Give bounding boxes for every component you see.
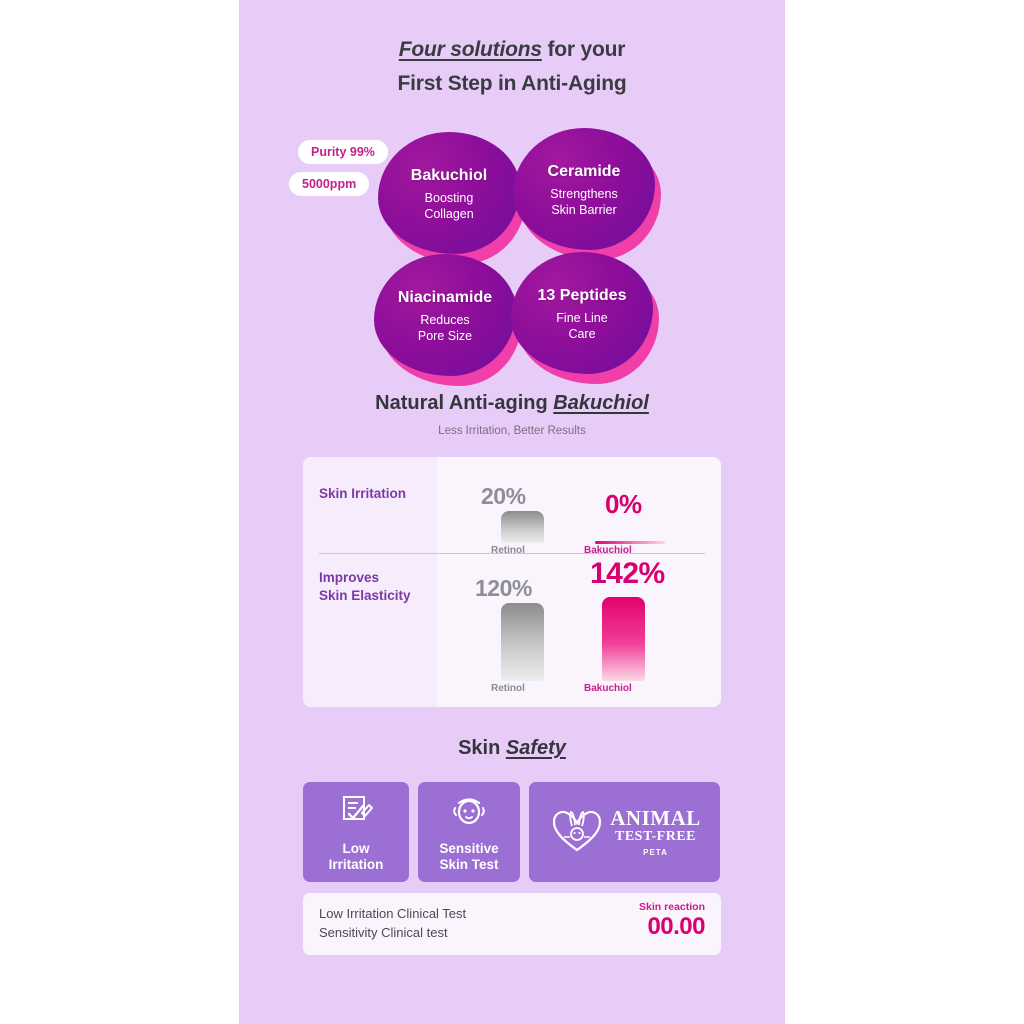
blob-desc-line1: Reduces — [420, 313, 470, 327]
blob-desc-line1: Strengthens — [550, 187, 618, 201]
peta-line1: ANIMAL — [610, 806, 701, 830]
solution-blob-ceramide — [513, 128, 655, 253]
blob-text — [411, 167, 487, 222]
blob-desc-line2: Pore Size — [417, 329, 473, 343]
face-test-icon — [447, 793, 491, 836]
blob-text — [548, 163, 621, 218]
headline-emphasis: Four solutions — [398, 38, 542, 61]
skin-reaction-block — [639, 901, 705, 941]
retinol-elasticity-bar — [501, 603, 544, 681]
clinical-test-line1: Low Irritation Clinical Test — [319, 906, 467, 921]
retinol-irritation-value: 20% — [481, 483, 526, 509]
blob-desc-line2: Collagen — [424, 207, 474, 221]
badge-purity: Purity 99% — [298, 140, 388, 164]
retinol-elasticity-label: Retinol — [491, 683, 525, 694]
headline-rest: for your — [541, 38, 626, 61]
solution-blob-bakuchiol — [378, 132, 520, 257]
clinical-test-line2: Sensitivity Clinical test — [319, 925, 448, 940]
bakuchiol-title-emphasis: Bakuchiol — [553, 392, 649, 414]
row-label-skin-irritation — [319, 485, 406, 503]
peta-line3: PETA — [643, 848, 668, 857]
solutions-group — [239, 116, 785, 386]
bakuchiol-elasticity-value: 142% — [590, 557, 665, 590]
blob-desc-line1: Boosting — [424, 191, 474, 205]
bakuchiol-irritation-bar — [595, 541, 665, 544]
bakuchiol-irritation-label: Bakuchiol — [584, 545, 632, 556]
blob-title: Ceramide — [547, 163, 621, 180]
clinical-test-card — [303, 893, 721, 955]
badge-sensitive-skin-test — [418, 782, 520, 882]
row-label-line1: Skin Irritation — [319, 486, 407, 501]
badge-label-line1: Sensitive — [439, 841, 499, 856]
blob-title: Niacinamide — [397, 289, 493, 306]
blob-text — [398, 289, 492, 344]
bakuchiol-elasticity-bar — [602, 597, 645, 681]
skin-reaction-label: Skin reaction — [639, 901, 705, 913]
comparison-card — [303, 457, 721, 707]
peta-text — [610, 807, 701, 857]
bakuchiol-subtitle: Less Irritation, Better Results — [438, 425, 586, 437]
badge-low-irritation — [303, 782, 409, 882]
safety-section-title — [239, 737, 785, 760]
row-label-line1: Improves — [319, 570, 380, 585]
badge-label-line2: Skin Test — [439, 857, 499, 872]
heart-rabbit-icon — [548, 802, 606, 863]
retinol-elasticity-value: 120% — [475, 575, 532, 601]
safety-title-plain: Skin — [458, 737, 506, 759]
skin-reaction-value: 00.00 — [647, 913, 705, 940]
blob-desc-line1: Fine Line — [556, 311, 608, 325]
blob-title: 13 Peptides — [537, 287, 627, 304]
safety-title-emphasis: Safety — [505, 737, 566, 759]
blob-desc-line2: Skin Barrier — [551, 203, 617, 217]
infographic-panel — [239, 0, 785, 1024]
solution-blob-peptides — [511, 252, 653, 377]
solution-blob-niacinamide — [374, 254, 516, 379]
badge-label-line1: Low — [342, 841, 370, 856]
bakuchiol-section-title — [239, 392, 785, 415]
blob-desc-line2: Care — [568, 327, 596, 341]
clipboard-check-icon — [336, 791, 376, 836]
badge-label-line2: Irritation — [328, 857, 384, 872]
bakuchiol-elasticity-label: Bakuchiol — [584, 683, 632, 694]
badge-concentration: 5000ppm — [289, 172, 369, 196]
headline-line2: First Step in Anti-Aging — [397, 72, 627, 95]
retinol-irritation-bar — [501, 511, 544, 543]
page-title — [239, 34, 785, 100]
row-label-skin-elasticity — [319, 569, 411, 605]
bakuchiol-title-plain: Natural Anti-aging — [375, 392, 554, 414]
bakuchiol-irritation-value: 0% — [605, 489, 642, 519]
safety-badges — [303, 782, 721, 882]
row-label-line2: Skin Elasticity — [319, 588, 411, 603]
blob-title: Bakuchiol — [410, 167, 488, 184]
peta-line2: TEST-FREE — [614, 829, 696, 844]
blob-text — [538, 287, 627, 342]
badge-sensitive-label — [439, 841, 498, 873]
retinol-irritation-label: Retinol — [491, 545, 525, 556]
badge-low-irritation-label — [329, 841, 384, 873]
badge-animal-test-free — [529, 782, 720, 882]
